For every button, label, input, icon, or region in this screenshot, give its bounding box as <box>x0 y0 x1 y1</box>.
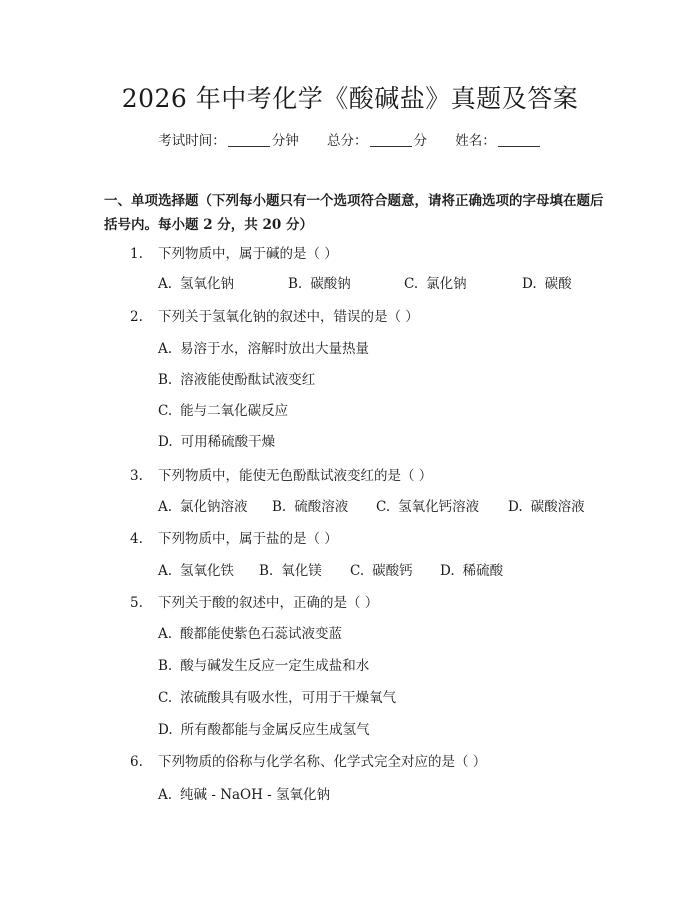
name-blank <box>498 132 540 147</box>
question-4-option-c: C. 碳酸钙 <box>350 563 413 579</box>
question-2-option-c: C. 能与二氧化碳反应 <box>158 403 289 419</box>
question-4-option-b: B. 氧化镁 <box>259 563 322 579</box>
question-5-option-a: A. 酸都能使紫色石蕊试液变蓝 <box>158 626 343 642</box>
question-5-option-c: C. 浓硫酸具有吸水性，可用于干燥氧气 <box>158 690 397 706</box>
section-heading: 一、单项选择题（下列每小题只有一个选项符合题意，请将正确选项的字母填在题后括号内。每小题 2 分，共 20 分） <box>104 193 604 233</box>
question-3-option-d: D. 碳酸溶液 <box>508 499 585 515</box>
question-3-option-c: C. 氢氧化钙溶液 <box>376 499 480 515</box>
question-1-option-b: B. 碳酸钠 <box>288 276 351 292</box>
question-6-option-a: A. 纯碱 - NaOH - 氢氧化钠 <box>158 787 331 803</box>
question-5-option-b: B. 酸与碱发生反应一定生成盐和水 <box>158 658 370 674</box>
question-4: 4. 下列物质中，属于盐的是（ ） <box>130 531 338 547</box>
question-3-option-b: B. 硫酸溶液 <box>272 499 349 515</box>
question-3-option-a: A. 氯化钠溶液 <box>158 499 248 515</box>
student-name-field: 姓名： <box>455 133 542 149</box>
question-6: 6. 下列物质的俗称与化学名称、化学式完全对应的是（ ） <box>130 754 487 770</box>
question-1-option-c: C. 氯化钠 <box>404 276 467 292</box>
question-1: 1. 下列物质中，属于碱的是（ ） <box>130 246 338 262</box>
question-2-option-b: B. 溶液能使酚酞试液变红 <box>158 372 316 388</box>
question-5: 5. 下列关于酸的叙述中，正确的是（ ） <box>130 595 379 611</box>
exam-title: 2026 年中考化学《酸碱盐》真题及答案 <box>121 84 579 113</box>
score-blank <box>370 132 412 147</box>
question-1-option-a: A. 氢氧化钠 <box>158 276 235 292</box>
question-5-option-d: D. 所有酸都能与金属反应生成氢气 <box>158 722 370 738</box>
exam-time-field: 考试时间： 分钟 <box>158 133 299 149</box>
question-2-option-d: D. 可用稀硫酸干燥 <box>158 434 276 450</box>
question-1-option-d: D. 碳酸 <box>522 276 572 292</box>
exam-info-line <box>0 131 700 151</box>
question-2: 2. 下列关于氢氧化钠的叙述中，错误的是（ ） <box>130 309 419 325</box>
time-blank <box>228 132 270 147</box>
question-4-option-a: A. 氢氧化铁 <box>158 563 235 579</box>
question-2-option-a: A. 易溶于水，溶解时放出大量热量 <box>158 341 370 357</box>
question-3: 3. 下列物质中，能使无色酚酞试液变红的是（ ） <box>130 468 433 484</box>
question-4-option-d: D. 稀硫酸 <box>440 563 504 579</box>
total-score-field: 总分： 分 <box>327 133 427 149</box>
